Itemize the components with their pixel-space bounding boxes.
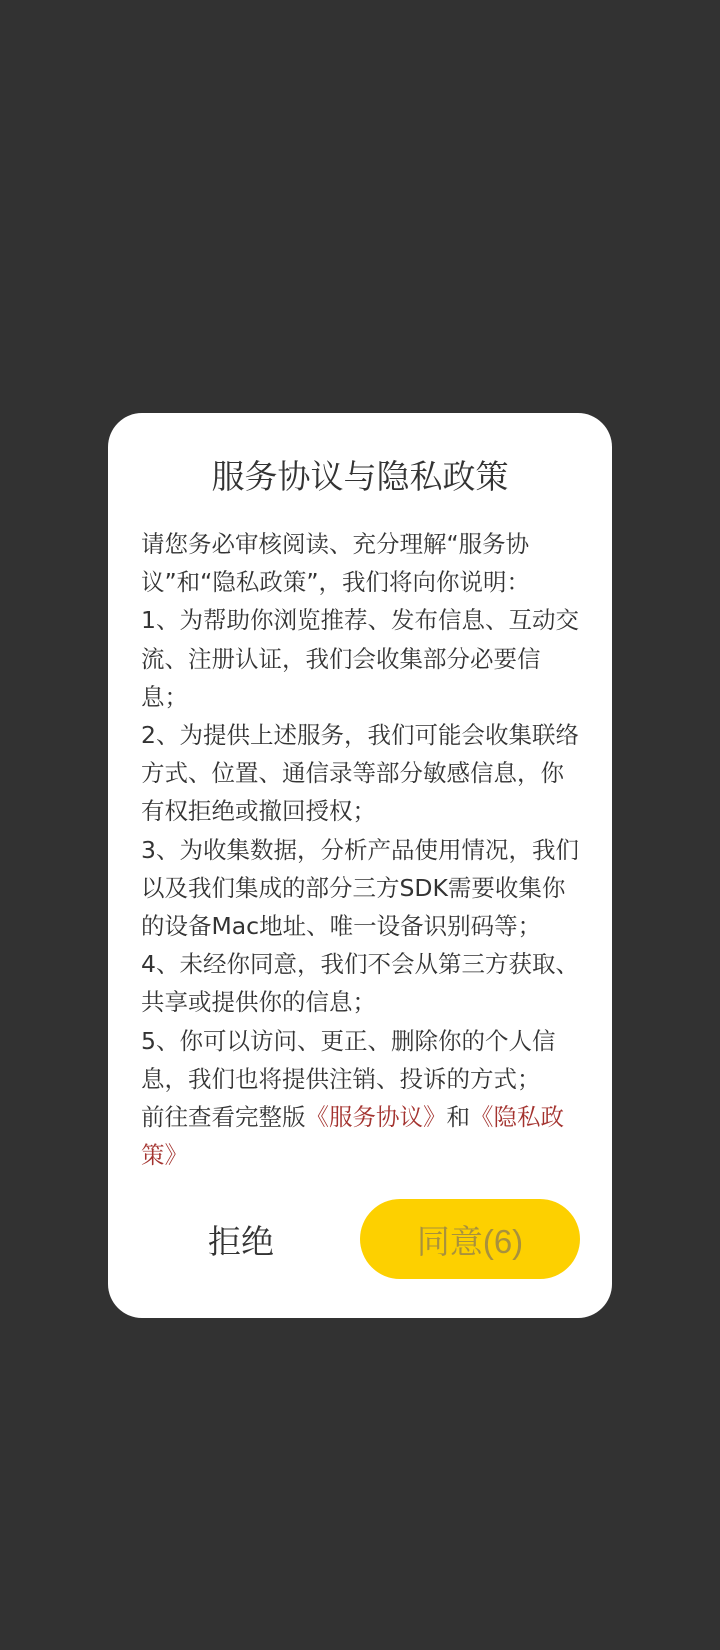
reject-button[interactable]: 拒绝: [141, 1199, 341, 1279]
footer-text: [141, 1098, 587, 1174]
policy-item-5: 5、你可以访问、更正、删除你的个人信息，我们也将提供注销、投诉的方式；: [141, 1026, 556, 1093]
intro-text: 请您务必审核阅读、充分理解“服务协议”和“隐私政策”，我们将向你说明：: [141, 530, 531, 597]
privacy-policy-link[interactable]: 《隐私政策》: [141, 1103, 564, 1170]
policy-item-3: 3、为收集数据，分析产品使用情况，我们以及我们集成的部分三方SDK需要收集你的设备Mac地址、唯一设备识别码等；: [141, 835, 579, 941]
dialog-title: 服务协议与隐私政策: [211, 457, 509, 496]
policy-item-4: 4、未经你同意，我们不会从第三方获取、共享或提供你的信息；: [141, 950, 579, 1017]
dialog-body: [141, 525, 587, 1174]
policy-item-2: 2、为提供上述服务，我们可能会收集联络方式、位置、通信录等部分敏感信息，你有权拒绝或撤回授权；: [141, 721, 579, 826]
service-agreement-link[interactable]: 《服务协议》: [305, 1103, 447, 1132]
privacy-dialog: [108, 413, 612, 1318]
and-text: 和: [446, 1103, 470, 1132]
policy-item-1: 1、为帮助你浏览推荐、发布信息、互动交流、注册认证，我们会收集部分必要信息；: [141, 606, 579, 711]
agree-button[interactable]: 同意(6): [360, 1199, 580, 1279]
footer-prefix: 前往查看完整版: [141, 1103, 306, 1132]
